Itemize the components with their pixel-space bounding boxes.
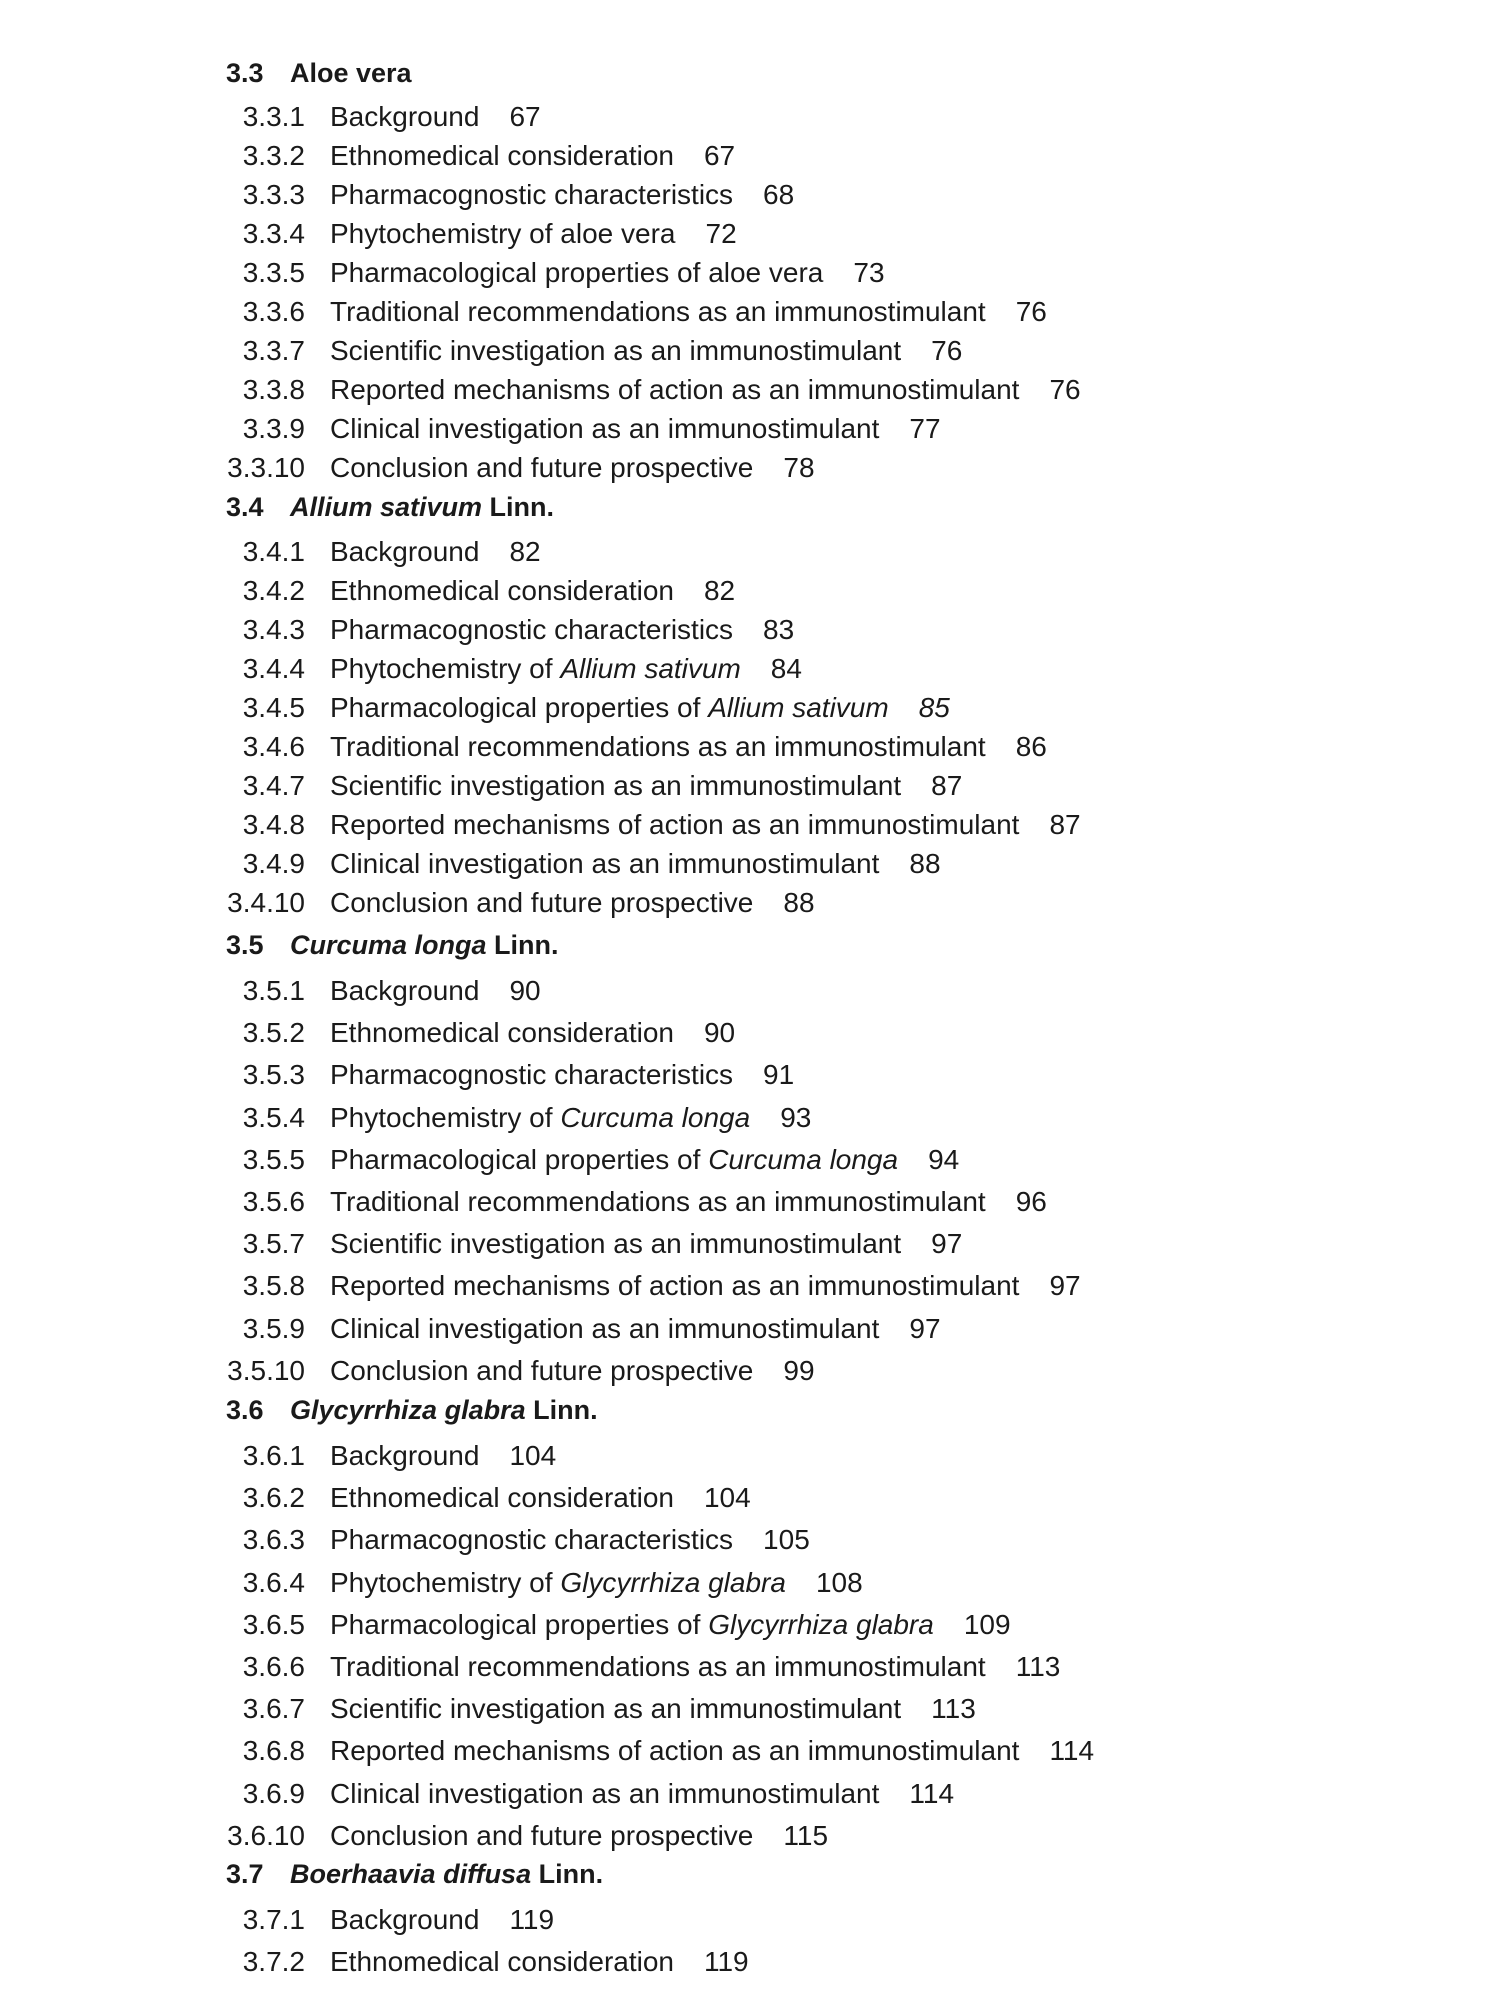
page-number: 104 bbox=[509, 1440, 557, 1471]
toc-entry bbox=[242, 255, 885, 291]
text-segment: Ethnomedical consideration bbox=[330, 1482, 674, 1514]
entry-title bbox=[330, 975, 479, 1006]
text-segment: Pharmacognostic characteristics bbox=[330, 179, 734, 210]
toc-entry bbox=[242, 1691, 976, 1727]
page-number: 73 bbox=[853, 257, 885, 288]
entry-title bbox=[330, 374, 1019, 405]
text-segment: Background bbox=[330, 1904, 480, 1935]
page-number: 97 bbox=[931, 1228, 963, 1260]
toc-entry bbox=[242, 411, 941, 447]
section-title bbox=[290, 1395, 598, 1425]
entry-number: 3.4.5 bbox=[242, 692, 305, 723]
entry-number: 3.3.5 bbox=[242, 257, 305, 288]
section-heading bbox=[226, 1857, 603, 1891]
toc-entry bbox=[242, 768, 963, 804]
entry-title bbox=[330, 1313, 879, 1344]
text-segment: Pharmacological properties of bbox=[330, 692, 709, 723]
page-number: 85 bbox=[918, 692, 950, 723]
page-number: 84 bbox=[770, 653, 802, 684]
page-number: 86 bbox=[1015, 731, 1047, 762]
page-number: 105 bbox=[763, 1524, 810, 1556]
entry-number: 3.6.5 bbox=[242, 1608, 305, 1640]
entry-title bbox=[330, 1228, 901, 1259]
entry-title bbox=[330, 1270, 1019, 1301]
text-segment: Scientific investigation as an immunostimulant bbox=[330, 1228, 902, 1260]
italic-text: Curcuma longa bbox=[290, 930, 487, 960]
page-number: 90 bbox=[703, 1017, 736, 1049]
text-segment: Ethnomedical consideration bbox=[330, 140, 674, 171]
section-heading bbox=[226, 1393, 598, 1427]
text-segment: Background bbox=[330, 536, 480, 567]
italic-text: Curcuma longa bbox=[560, 1101, 751, 1133]
entry-title bbox=[330, 1778, 879, 1809]
entry-number: 3.6.8 bbox=[242, 1735, 305, 1767]
text-segment: Background bbox=[330, 975, 480, 1006]
section-heading bbox=[226, 490, 554, 524]
entry-title bbox=[330, 257, 823, 288]
page-number: 96 bbox=[1015, 1186, 1047, 1217]
entry-title bbox=[330, 1186, 986, 1217]
page-number: 76 bbox=[1015, 296, 1047, 327]
text-segment: Aloe vera bbox=[290, 58, 412, 88]
section-title bbox=[290, 492, 554, 522]
entry-number: 3.5.2 bbox=[242, 1017, 305, 1049]
entry-title bbox=[330, 575, 674, 606]
page-number: 93 bbox=[780, 1101, 812, 1133]
entry-title bbox=[330, 452, 753, 483]
page-number: 108 bbox=[815, 1566, 863, 1598]
toc-entry bbox=[242, 1226, 963, 1262]
toc-entry bbox=[227, 885, 815, 921]
entry-title bbox=[330, 770, 901, 801]
entry-title bbox=[330, 1946, 674, 1977]
toc-entry bbox=[242, 807, 1081, 843]
entry-number: 3.6.1 bbox=[242, 1440, 305, 1471]
text-segment: Conclusion and future prospective bbox=[330, 1819, 754, 1851]
section-heading bbox=[226, 56, 412, 90]
toc-entry bbox=[242, 1184, 1047, 1220]
text-segment: Background bbox=[330, 101, 480, 132]
page-number: 113 bbox=[1015, 1651, 1061, 1682]
page-number: 76 bbox=[1049, 374, 1081, 405]
entry-title bbox=[330, 1820, 753, 1851]
text-segment: Clinical investigation as an immunostimulant bbox=[330, 1312, 880, 1344]
toc-entry bbox=[242, 294, 1047, 330]
entry-title bbox=[330, 179, 733, 210]
entry-number: 3.5.9 bbox=[242, 1312, 305, 1344]
text-segment: Clinical investigation as an immunostimulant bbox=[330, 848, 880, 879]
entry-title bbox=[330, 653, 741, 684]
page-number: 119 bbox=[703, 1946, 749, 1978]
entry-title bbox=[330, 1735, 1019, 1766]
section-number: 3.3 bbox=[226, 58, 264, 88]
page-number: 77 bbox=[909, 413, 941, 444]
text-segment: Traditional recommendations as an immunostimulant bbox=[330, 1651, 986, 1682]
entry-number: 3.3.3 bbox=[242, 179, 305, 210]
entry-title bbox=[330, 1904, 479, 1935]
page-number: 97 bbox=[909, 1312, 941, 1344]
toc-entry bbox=[242, 846, 941, 882]
text-segment: Ethnomedical consideration bbox=[330, 1017, 674, 1049]
text-segment: Reported mechanisms of action as an immunostimulant bbox=[330, 1735, 1020, 1767]
text-segment: Pharmacological properties of aloe vera bbox=[330, 257, 824, 288]
entry-title bbox=[330, 692, 889, 723]
entry-number: 3.4.6 bbox=[242, 731, 305, 762]
entry-number: 3.4.4 bbox=[242, 653, 305, 684]
text-segment: Phytochemistry of aloe vera bbox=[330, 218, 676, 249]
page-number: 97 bbox=[1049, 1270, 1081, 1302]
entry-number: 3.3.10 bbox=[227, 452, 305, 483]
text-segment: Scientific investigation as an immunostimulant bbox=[330, 1693, 902, 1725]
text-segment: Ethnomedical consideration bbox=[330, 1946, 674, 1978]
text-segment: Traditional recommendations as an immunostimulant bbox=[330, 296, 986, 327]
page-number: 83 bbox=[763, 614, 795, 645]
toc-entry bbox=[242, 1607, 1011, 1643]
entry-number: 3.3.2 bbox=[242, 140, 305, 171]
text-segment: Traditional recommendations as an immunostimulant bbox=[330, 731, 986, 762]
entry-number: 3.5.5 bbox=[242, 1143, 305, 1175]
entry-number: 3.4.2 bbox=[242, 575, 305, 606]
italic-text: Glycyrrhiza glabra bbox=[560, 1566, 786, 1598]
entry-number: 3.6.4 bbox=[242, 1566, 305, 1598]
text-segment: Phytochemistry of bbox=[330, 1566, 561, 1598]
text-segment: Conclusion and future prospective bbox=[330, 1354, 754, 1386]
page-number: 82 bbox=[509, 536, 541, 567]
toc-entry bbox=[242, 333, 963, 369]
toc-entry bbox=[242, 1944, 749, 1980]
entry-title bbox=[330, 1567, 786, 1598]
text-segment: Linn. bbox=[486, 930, 559, 960]
page-number: 68 bbox=[763, 179, 795, 210]
toc-entry bbox=[242, 1100, 812, 1136]
text-segment: Clinical investigation as an immunostimulant bbox=[330, 413, 880, 444]
page-number: 90 bbox=[509, 975, 541, 1006]
entry-title bbox=[330, 1609, 934, 1640]
page-number: 72 bbox=[705, 218, 737, 249]
entry-title bbox=[330, 614, 733, 645]
text-segment: Pharmacognostic characteristics bbox=[330, 614, 734, 645]
toc-entry bbox=[242, 1649, 1061, 1685]
section-number: 3.6 bbox=[226, 1395, 264, 1425]
toc-entry bbox=[242, 372, 1081, 408]
section-number: 3.7 bbox=[226, 1859, 264, 1889]
text-segment: Linn. bbox=[531, 1859, 604, 1889]
entry-number: 3.6.3 bbox=[242, 1524, 305, 1556]
toc-entry bbox=[242, 1057, 795, 1093]
entry-title bbox=[330, 1059, 733, 1090]
toc-entry bbox=[242, 1776, 955, 1812]
text-segment: Linn. bbox=[482, 492, 555, 522]
entry-title bbox=[330, 1440, 479, 1471]
entry-number: 3.3.6 bbox=[242, 296, 305, 327]
entry-number: 3.7.2 bbox=[242, 1946, 305, 1978]
page-number: 82 bbox=[703, 575, 736, 606]
section-title bbox=[290, 1859, 603, 1889]
entry-number: 3.3.8 bbox=[242, 374, 305, 405]
toc-entry bbox=[242, 1902, 555, 1938]
page-number: 87 bbox=[931, 770, 963, 801]
italic-text: Glycyrrhiza glabra bbox=[708, 1608, 934, 1640]
page-number: 87 bbox=[1049, 809, 1081, 840]
text-segment: Traditional recommendations as an immunostimulant bbox=[330, 1186, 986, 1217]
text-segment: Reported mechanisms of action as an immunostimulant bbox=[330, 809, 1020, 840]
entry-number: 3.6.6 bbox=[242, 1651, 305, 1682]
entry-number: 3.4.10 bbox=[227, 887, 305, 918]
entry-number: 3.7.1 bbox=[242, 1904, 305, 1935]
entry-number: 3.5.10 bbox=[227, 1354, 305, 1386]
italic-text: Allium sativum bbox=[560, 653, 741, 684]
text-segment: Clinical investigation as an immunostimulant bbox=[330, 1777, 880, 1809]
entry-title bbox=[330, 218, 676, 249]
page-number: 114 bbox=[1049, 1735, 1095, 1767]
page-number: 115 bbox=[783, 1819, 829, 1851]
text-segment: Pharmacological properties of bbox=[330, 1143, 709, 1175]
entry-title bbox=[330, 1144, 898, 1175]
text-segment: Linn. bbox=[525, 1395, 598, 1425]
entry-title bbox=[330, 296, 986, 327]
text-segment: Phytochemistry of bbox=[330, 653, 561, 684]
entry-number: 3.3.9 bbox=[242, 413, 305, 444]
entry-title bbox=[330, 1482, 674, 1513]
entry-title bbox=[330, 536, 479, 567]
italic-text: Glycyrrhiza glabra bbox=[290, 1395, 526, 1425]
toc-entry bbox=[242, 1565, 863, 1601]
toc-entry bbox=[242, 1142, 960, 1178]
page-number: 109 bbox=[963, 1608, 1011, 1640]
entry-title bbox=[330, 1524, 733, 1555]
page-number: 114 bbox=[909, 1777, 955, 1809]
italic-text: Curcuma longa bbox=[708, 1143, 899, 1175]
entry-title bbox=[330, 413, 879, 444]
entry-title bbox=[330, 1102, 750, 1133]
page-number: 99 bbox=[783, 1354, 815, 1386]
entry-title bbox=[330, 1693, 901, 1724]
entry-number: 3.5.7 bbox=[242, 1228, 305, 1260]
page-number: 94 bbox=[928, 1143, 960, 1175]
toc-entry bbox=[242, 1015, 736, 1051]
text-segment: Conclusion and future prospective bbox=[330, 452, 754, 483]
toc-entry bbox=[242, 690, 950, 726]
text-segment: Reported mechanisms of action as an immunostimulant bbox=[330, 374, 1020, 405]
toc-entry bbox=[242, 651, 802, 687]
toc-entry bbox=[242, 973, 541, 1009]
page-number: 67 bbox=[509, 101, 541, 132]
entry-title bbox=[330, 1017, 674, 1048]
toc-entry bbox=[242, 1733, 1095, 1769]
page-number: 88 bbox=[909, 848, 941, 879]
page-number: 119 bbox=[509, 1904, 555, 1935]
text-segment: Scientific investigation as an immunostimulant bbox=[330, 770, 902, 801]
entry-title bbox=[330, 140, 674, 171]
italic-text: Allium sativum bbox=[290, 492, 483, 522]
page-number: 113 bbox=[931, 1693, 976, 1725]
toc-entry bbox=[227, 1353, 815, 1389]
toc-entry bbox=[227, 1818, 829, 1854]
page-number: 88 bbox=[783, 887, 815, 918]
toc-entry bbox=[227, 450, 815, 486]
entry-number: 3.3.1 bbox=[242, 101, 305, 132]
entry-title bbox=[330, 1355, 753, 1386]
page-number: 67 bbox=[703, 140, 736, 171]
toc-entry bbox=[242, 99, 541, 135]
text-segment: Scientific investigation as an immunostimulant bbox=[330, 335, 902, 366]
entry-number: 3.5.1 bbox=[242, 975, 305, 1006]
text-segment: Phytochemistry of bbox=[330, 1101, 561, 1133]
entry-number: 3.4.3 bbox=[242, 614, 305, 645]
toc-entry bbox=[242, 573, 736, 609]
entry-title bbox=[330, 101, 479, 132]
text-segment: Background bbox=[330, 1440, 480, 1471]
entry-number: 3.6.7 bbox=[242, 1693, 305, 1725]
text-segment: Pharmacognostic characteristics bbox=[330, 1524, 734, 1556]
text-segment: Conclusion and future prospective bbox=[330, 887, 754, 918]
toc-entry bbox=[242, 1268, 1081, 1304]
toc-entry bbox=[242, 216, 737, 252]
toc-entry bbox=[242, 534, 541, 570]
text-segment: Reported mechanisms of action as an immunostimulant bbox=[330, 1270, 1020, 1302]
italic-text: Allium sativum bbox=[708, 692, 889, 723]
section-heading bbox=[226, 928, 559, 962]
entry-number: 3.5.4 bbox=[242, 1101, 305, 1133]
entry-number: 3.6.9 bbox=[242, 1777, 305, 1809]
page-number: 91 bbox=[763, 1059, 795, 1091]
entry-title bbox=[330, 335, 901, 366]
text-segment: Pharmacological properties of bbox=[330, 1608, 709, 1640]
entry-number: 3.4.7 bbox=[242, 770, 305, 801]
entry-number: 3.6.2 bbox=[242, 1482, 305, 1514]
toc-entry bbox=[242, 1311, 941, 1347]
toc-entry bbox=[242, 177, 795, 213]
entry-title bbox=[330, 809, 1019, 840]
toc-entry bbox=[242, 1480, 751, 1516]
entry-number: 3.4.8 bbox=[242, 809, 305, 840]
toc-entry bbox=[242, 729, 1047, 765]
entry-title bbox=[330, 731, 986, 762]
entry-title bbox=[330, 1651, 986, 1682]
toc-entry bbox=[242, 1522, 810, 1558]
entry-number: 3.5.8 bbox=[242, 1270, 305, 1302]
entry-number: 3.6.10 bbox=[227, 1819, 305, 1851]
section-title bbox=[290, 58, 412, 88]
text-segment: Ethnomedical consideration bbox=[330, 575, 674, 606]
text-segment: Pharmacognostic characteristics bbox=[330, 1059, 734, 1091]
page-number: 76 bbox=[931, 335, 963, 366]
section-number: 3.4 bbox=[226, 492, 264, 522]
entry-number: 3.5.6 bbox=[242, 1186, 305, 1217]
toc-entry bbox=[242, 138, 736, 174]
section-title bbox=[290, 930, 559, 960]
entry-number: 3.4.9 bbox=[242, 848, 305, 879]
italic-text: Boerhaavia diffusa bbox=[290, 1859, 532, 1889]
page-number: 78 bbox=[783, 452, 815, 483]
entry-title bbox=[330, 887, 753, 918]
entry-number: 3.4.1 bbox=[242, 536, 305, 567]
section-number: 3.5 bbox=[226, 930, 264, 960]
toc-entry bbox=[242, 612, 795, 648]
entry-title bbox=[330, 848, 879, 879]
entry-number: 3.3.7 bbox=[242, 335, 305, 366]
toc-entry bbox=[242, 1438, 557, 1474]
page-number: 104 bbox=[703, 1482, 751, 1514]
entry-number: 3.5.3 bbox=[242, 1059, 305, 1091]
entry-number: 3.3.4 bbox=[242, 218, 305, 249]
